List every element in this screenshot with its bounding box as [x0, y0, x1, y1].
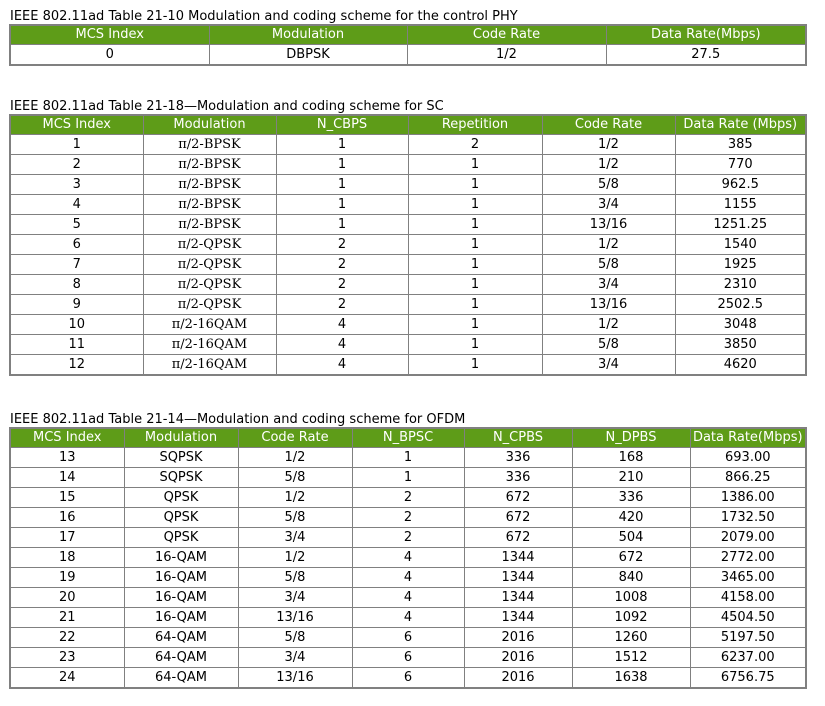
- cell-modulation: 16-QAM: [124, 588, 238, 608]
- cell-mcs-index: 11: [10, 335, 143, 355]
- cell-n-dpbs: 672: [572, 548, 690, 568]
- cell-n-cpbs: 1344: [464, 588, 572, 608]
- cell-repetition: 1: [408, 195, 542, 215]
- cell-n-cpbs: 2016: [464, 648, 572, 668]
- cell-modulation: π/2-QPSK: [143, 255, 276, 275]
- cell-data-rate-mbps: 693.00: [690, 448, 806, 468]
- table-row: [10, 548, 806, 568]
- table-row: [10, 255, 806, 275]
- cell-n-bpsc: 2: [352, 508, 464, 528]
- cell-code-rate: 5/8: [238, 568, 352, 588]
- cell-n-cbps: 4: [276, 355, 408, 376]
- cell-data-rate-mbps: 1386.00: [690, 488, 806, 508]
- cell-code-rate: 13/16: [238, 668, 352, 689]
- sc-section: [9, 100, 807, 376]
- column-header-data-rate-mbps: Data Rate (Mbps): [675, 115, 806, 135]
- cell-repetition: 1: [408, 275, 542, 295]
- cell-modulation: DBPSK: [209, 45, 407, 66]
- column-header-code-rate: Code Rate: [407, 25, 606, 45]
- cell-data-rate-mbps: 3465.00: [690, 568, 806, 588]
- cell-data-rate-mbps: 3850: [675, 335, 806, 355]
- column-header-n-cbps: N_CBPS: [276, 115, 408, 135]
- cell-mcs-index: 15: [10, 488, 124, 508]
- cell-modulation: QPSK: [124, 528, 238, 548]
- cell-code-rate: 3/4: [238, 528, 352, 548]
- cell-code-rate: 1/2: [238, 488, 352, 508]
- cell-repetition: 1: [408, 215, 542, 235]
- cell-data-rate-mbps: 4504.50: [690, 608, 806, 628]
- cell-n-dpbs: 504: [572, 528, 690, 548]
- cell-mcs-index: 10: [10, 315, 143, 335]
- cell-data-rate-mbps: 4158.00: [690, 588, 806, 608]
- cell-code-rate: 5/8: [542, 255, 675, 275]
- cell-data-rate-mbps: 2502.5: [675, 295, 806, 315]
- table-row: [10, 275, 806, 295]
- cell-mcs-index: 22: [10, 628, 124, 648]
- cell-n-cbps: 4: [276, 315, 408, 335]
- cell-n-cpbs: 1344: [464, 608, 572, 628]
- column-header-n-bpsc: N_BPSC: [352, 428, 464, 448]
- cell-n-cpbs: 2016: [464, 628, 572, 648]
- cell-data-rate-mbps: 385: [675, 135, 806, 155]
- cell-mcs-index: 13: [10, 448, 124, 468]
- table-row: [10, 175, 806, 195]
- column-header-data-rate-mbps: Data Rate(Mbps): [690, 428, 806, 448]
- table-row: [10, 568, 806, 588]
- cell-n-cbps: 1: [276, 135, 408, 155]
- cell-n-dpbs: 210: [572, 468, 690, 488]
- cell-n-cbps: 2: [276, 275, 408, 295]
- ofdm-section: [9, 413, 807, 689]
- cell-data-rate-mbps: 962.5: [675, 175, 806, 195]
- cell-modulation: 64-QAM: [124, 648, 238, 668]
- cell-n-dpbs: 1092: [572, 608, 690, 628]
- cell-modulation: π/2-BPSK: [143, 215, 276, 235]
- column-header-n-cpbs: N_CPBS: [464, 428, 572, 448]
- table-row: [10, 668, 806, 689]
- cell-repetition: 1: [408, 255, 542, 275]
- cell-repetition: 1: [408, 315, 542, 335]
- cell-data-rate-mbps: 1925: [675, 255, 806, 275]
- cell-code-rate: 13/16: [542, 295, 675, 315]
- sc-caption: IEEE 802.11ad Table 21-18—Modulation and coding scheme for SC: [10, 99, 444, 114]
- cell-data-rate-mbps: 2772.00: [690, 548, 806, 568]
- cell-data-rate-mbps: 2310: [675, 275, 806, 295]
- cell-repetition: 1: [408, 175, 542, 195]
- cell-n-dpbs: 1008: [572, 588, 690, 608]
- cell-n-dpbs: 1260: [572, 628, 690, 648]
- cell-mcs-index: 9: [10, 295, 143, 315]
- cell-n-bpsc: 1: [352, 448, 464, 468]
- cell-code-rate: 3/4: [238, 648, 352, 668]
- cell-mcs-index: 14: [10, 468, 124, 488]
- cell-code-rate: 1/2: [542, 315, 675, 335]
- cell-data-rate-mbps: 3048: [675, 315, 806, 335]
- cell-code-rate: 5/8: [238, 468, 352, 488]
- cell-mcs-index: 24: [10, 668, 124, 689]
- cell-n-bpsc: 4: [352, 568, 464, 588]
- cell-mcs-index: 18: [10, 548, 124, 568]
- cell-data-rate-mbps: 1251.25: [675, 215, 806, 235]
- cell-code-rate: 1/2: [238, 448, 352, 468]
- cell-data-rate-mbps: 6756.75: [690, 668, 806, 689]
- cell-modulation: π/2-16QAM: [143, 355, 276, 376]
- cell-code-rate: 3/4: [542, 195, 675, 215]
- cell-mcs-index: 23: [10, 648, 124, 668]
- cell-code-rate: 13/16: [238, 608, 352, 628]
- cell-code-rate: 1/2: [238, 548, 352, 568]
- cell-modulation: SQPSK: [124, 448, 238, 468]
- column-header-modulation: Modulation: [209, 25, 407, 45]
- cell-data-rate-mbps: 6237.00: [690, 648, 806, 668]
- control-phy-caption: IEEE 802.11ad Table 21-10 Modulation and coding scheme for the control PHY: [10, 9, 518, 24]
- cell-data-rate-mbps: 2079.00: [690, 528, 806, 548]
- cell-n-bpsc: 2: [352, 488, 464, 508]
- cell-code-rate: 5/8: [238, 508, 352, 528]
- cell-data-rate-mbps: 5197.50: [690, 628, 806, 648]
- cell-n-dpbs: 168: [572, 448, 690, 468]
- cell-mcs-index: 4: [10, 195, 143, 215]
- cell-mcs-index: 20: [10, 588, 124, 608]
- cell-n-bpsc: 6: [352, 648, 464, 668]
- cell-code-rate: 1/2: [542, 155, 675, 175]
- cell-mcs-index: 0: [10, 45, 209, 66]
- cell-n-cbps: 1: [276, 155, 408, 175]
- table-row: [10, 488, 806, 508]
- table-row: [10, 135, 806, 155]
- cell-data-rate-mbps: 866.25: [690, 468, 806, 488]
- cell-code-rate: 5/8: [238, 628, 352, 648]
- cell-n-cbps: 2: [276, 295, 408, 315]
- cell-mcs-index: 8: [10, 275, 143, 295]
- table-header-row: [10, 115, 806, 135]
- cell-code-rate: 5/8: [542, 335, 675, 355]
- cell-n-cbps: 4: [276, 335, 408, 355]
- cell-data-rate-mbps: 770: [675, 155, 806, 175]
- cell-mcs-index: 1: [10, 135, 143, 155]
- cell-n-cbps: 1: [276, 175, 408, 195]
- table-row: [10, 195, 806, 215]
- cell-data-rate-mbps: 1732.50: [690, 508, 806, 528]
- column-header-mcs-index: MCS Index: [10, 115, 143, 135]
- cell-mcs-index: 21: [10, 608, 124, 628]
- cell-repetition: 1: [408, 295, 542, 315]
- cell-n-cbps: 2: [276, 235, 408, 255]
- cell-n-bpsc: 6: [352, 628, 464, 648]
- cell-n-cpbs: 336: [464, 468, 572, 488]
- cell-n-cpbs: 2016: [464, 668, 572, 689]
- table-row: [10, 528, 806, 548]
- table-row: [10, 468, 806, 488]
- cell-code-rate: 3/4: [542, 275, 675, 295]
- table-row: [10, 235, 806, 255]
- cell-n-cbps: 2: [276, 255, 408, 275]
- table-row: [10, 335, 806, 355]
- cell-n-cpbs: 1344: [464, 568, 572, 588]
- cell-modulation: QPSK: [124, 488, 238, 508]
- cell-repetition: 1: [408, 155, 542, 175]
- table-row: [10, 628, 806, 648]
- cell-modulation: 64-QAM: [124, 628, 238, 648]
- column-header-modulation: Modulation: [124, 428, 238, 448]
- cell-n-dpbs: 420: [572, 508, 690, 528]
- column-header-mcs-index: MCS Index: [10, 25, 209, 45]
- cell-n-bpsc: 4: [352, 548, 464, 568]
- cell-repetition: 1: [408, 355, 542, 376]
- cell-n-bpsc: 6: [352, 668, 464, 689]
- table-row: [10, 448, 806, 468]
- cell-modulation: SQPSK: [124, 468, 238, 488]
- table-row: [10, 295, 806, 315]
- control-phy-section: [9, 10, 807, 66]
- cell-code-rate: 3/4: [542, 355, 675, 376]
- cell-code-rate: 1/2: [407, 45, 606, 66]
- cell-n-cpbs: 672: [464, 528, 572, 548]
- cell-code-rate: 3/4: [238, 588, 352, 608]
- cell-n-dpbs: 336: [572, 488, 690, 508]
- cell-n-bpsc: 4: [352, 588, 464, 608]
- cell-mcs-index: 2: [10, 155, 143, 175]
- table-row: [10, 215, 806, 235]
- cell-mcs-index: 3: [10, 175, 143, 195]
- cell-modulation: π/2-QPSK: [143, 295, 276, 315]
- column-header-modulation: Modulation: [143, 115, 276, 135]
- control-phy-table: [9, 24, 807, 66]
- cell-modulation: π/2-BPSK: [143, 155, 276, 175]
- cell-mcs-index: 17: [10, 528, 124, 548]
- cell-modulation: π/2-16QAM: [143, 335, 276, 355]
- ofdm-caption: IEEE 802.11ad Table 21-14—Modulation and coding scheme for OFDM: [10, 412, 466, 427]
- table-row: [10, 648, 806, 668]
- cell-n-cpbs: 336: [464, 448, 572, 468]
- cell-n-cpbs: 672: [464, 488, 572, 508]
- cell-n-bpsc: 2: [352, 528, 464, 548]
- cell-n-cpbs: 1344: [464, 548, 572, 568]
- cell-modulation: π/2-BPSK: [143, 135, 276, 155]
- cell-repetition: 2: [408, 135, 542, 155]
- cell-modulation: 16-QAM: [124, 608, 238, 628]
- cell-n-dpbs: 840: [572, 568, 690, 588]
- table-row: [10, 608, 806, 628]
- table-row: [10, 588, 806, 608]
- table-header-row: [10, 25, 806, 45]
- column-header-mcs-index: MCS Index: [10, 428, 124, 448]
- column-header-n-dpbs: N_DPBS: [572, 428, 690, 448]
- cell-n-bpsc: 4: [352, 608, 464, 628]
- cell-mcs-index: 5: [10, 215, 143, 235]
- cell-n-cpbs: 672: [464, 508, 572, 528]
- cell-modulation: 64-QAM: [124, 668, 238, 689]
- cell-n-cbps: 1: [276, 215, 408, 235]
- cell-repetition: 1: [408, 235, 542, 255]
- table-header-row: [10, 428, 806, 448]
- cell-modulation: 16-QAM: [124, 568, 238, 588]
- table-row: [10, 155, 806, 175]
- cell-data-rate-mbps: 1155: [675, 195, 806, 215]
- cell-mcs-index: 6: [10, 235, 143, 255]
- cell-data-rate-mbps: 4620: [675, 355, 806, 376]
- column-header-repetition: Repetition: [408, 115, 542, 135]
- cell-modulation: π/2-QPSK: [143, 235, 276, 255]
- cell-modulation: π/2-BPSK: [143, 175, 276, 195]
- cell-code-rate: 13/16: [542, 215, 675, 235]
- cell-modulation: π/2-BPSK: [143, 195, 276, 215]
- cell-modulation: 16-QAM: [124, 548, 238, 568]
- cell-code-rate: 1/2: [542, 235, 675, 255]
- table-row: [10, 315, 806, 335]
- cell-n-bpsc: 1: [352, 468, 464, 488]
- ofdm-mcs-table: [9, 427, 807, 689]
- cell-data-rate-mbps: 1540: [675, 235, 806, 255]
- cell-n-cbps: 1: [276, 195, 408, 215]
- table-row: [10, 508, 806, 528]
- cell-mcs-index: 12: [10, 355, 143, 376]
- column-header-code-rate: Code Rate: [542, 115, 675, 135]
- table-row: [10, 45, 806, 66]
- column-header-code-rate: Code Rate: [238, 428, 352, 448]
- cell-modulation: π/2-16QAM: [143, 315, 276, 335]
- cell-code-rate: 1/2: [542, 135, 675, 155]
- cell-mcs-index: 19: [10, 568, 124, 588]
- cell-modulation: QPSK: [124, 508, 238, 528]
- cell-n-dpbs: 1638: [572, 668, 690, 689]
- cell-mcs-index: 7: [10, 255, 143, 275]
- cell-data-rate-mbps: 27.5: [606, 45, 806, 66]
- table-row: [10, 355, 806, 376]
- cell-modulation: π/2-QPSK: [143, 275, 276, 295]
- cell-code-rate: 5/8: [542, 175, 675, 195]
- cell-mcs-index: 16: [10, 508, 124, 528]
- sc-mcs-table: [9, 114, 807, 376]
- cell-repetition: 1: [408, 335, 542, 355]
- column-header-data-rate-mbps: Data Rate(Mbps): [606, 25, 806, 45]
- cell-n-dpbs: 1512: [572, 648, 690, 668]
